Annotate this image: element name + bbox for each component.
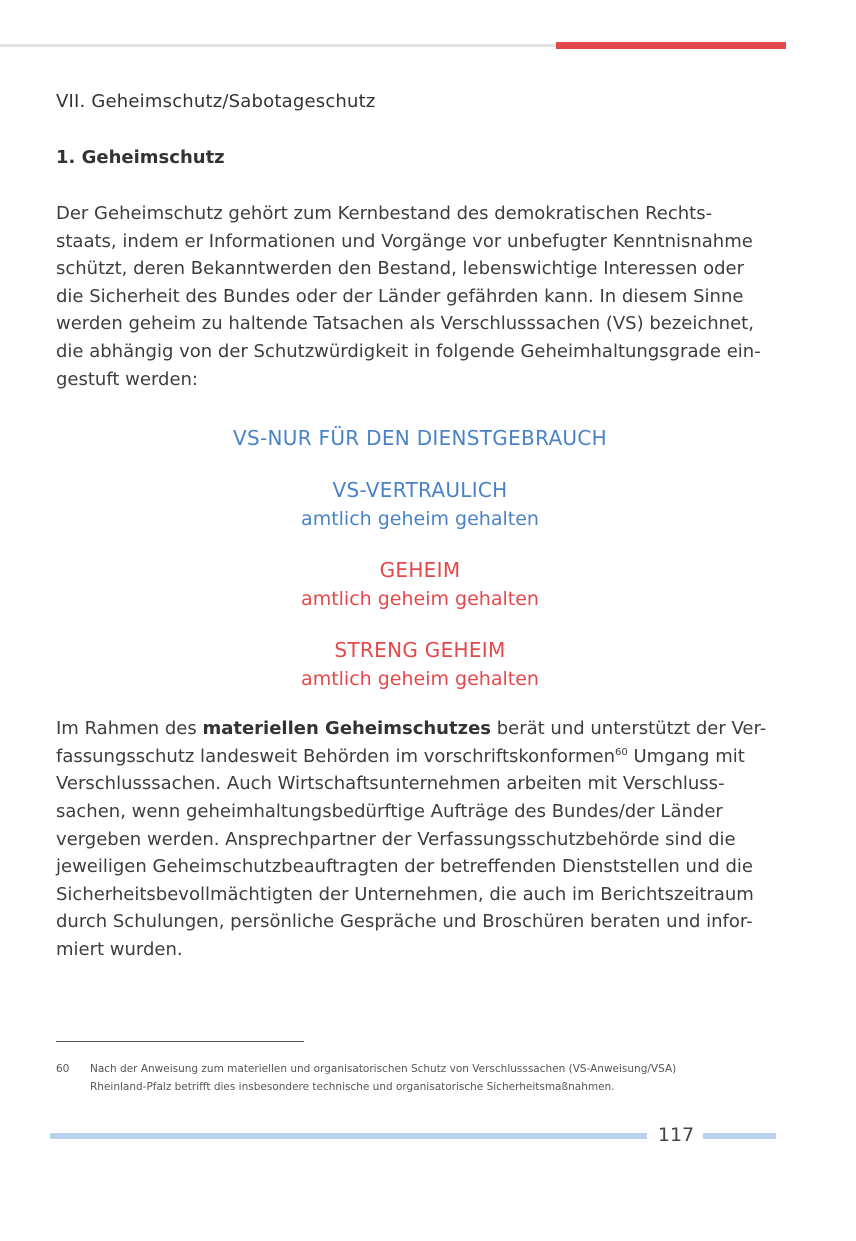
materiell-line: Sicherheitsbevollmächtigten der Unternehmen, die auch im Berichtszeitraum <box>56 883 754 905</box>
grade-title: VS-VERTRAULICH <box>332 478 508 503</box>
footnote-reference[interactable]: 60 <box>615 746 628 758</box>
grade-subtitle: amtlich geheim gehalten <box>301 508 539 531</box>
page-content <box>56 88 786 964</box>
materiell-line: miert wurden. <box>56 938 183 960</box>
footnote-line: Nach der Anweisung zum materiellen und organisatorischen Schutz von Verschlusssachen (VS-Anweisung/VSA) <box>90 1063 677 1075</box>
classification-grades <box>56 423 784 693</box>
intro-line: die abhängig von der Schutzwürdigkeit in folgende Geheimhaltungsgrade ein- <box>56 340 761 362</box>
intro-line: werden geheim zu haltende Tatsachen als Verschlusssachen (VS) bezeichnet, <box>56 313 754 335</box>
grade-title: GEHEIM <box>379 558 461 583</box>
grade-vs-nfd <box>56 423 784 453</box>
intro-line: gestuft werden: <box>56 368 198 390</box>
page-number: 117 <box>657 1124 695 1146</box>
bottom-rule-right <box>703 1133 776 1139</box>
materiell-paragraph <box>56 715 786 963</box>
grade-subtitle: amtlich geheim gehalten <box>301 668 539 691</box>
grade-subtitle: amtlich geheim gehalten <box>301 588 539 611</box>
footnote <box>56 1060 786 1096</box>
materiell-text: berät und unterstützt der Ver- <box>491 718 767 740</box>
footnote-number: 60 <box>56 1063 70 1075</box>
materiell-line <box>56 715 786 743</box>
top-rule-grey <box>0 44 556 47</box>
intro-line: staats, indem er Informationen und Vorgänge vor unbefugter Kenntnisnahme <box>56 230 753 252</box>
section-title: VII. Geheimschutz/Sabotageschutz <box>56 91 376 112</box>
materiell-text: Im Rahmen des <box>56 718 203 740</box>
grade-title: STRENG GEHEIM <box>334 638 506 663</box>
grade-streng-geheim <box>56 635 784 693</box>
materiell-line: sachen, wenn geheimhaltungsbedürftige Aufträge des Bundes/der Länder <box>56 800 723 822</box>
materiell-line: vergeben werden. Ansprechpartner der Verfassungsschutzbehörde sind die <box>56 828 736 850</box>
footnote-line: Rheinland-Pfalz betrifft dies insbesondere technische und organisatorische Sicherheitsmaßnahmen. <box>90 1081 615 1093</box>
grade-geheim <box>56 555 784 613</box>
intro-line: die Sicherheit des Bundes oder der Länder gefährden kann. In diesem Sinne <box>56 285 744 307</box>
materiell-text: fassungsschutz landesweit Behörden im vorschriftskonformen <box>56 745 616 767</box>
footnote-text <box>90 1060 786 1096</box>
materiell-text: Umgang mit <box>627 745 745 767</box>
intro-line: Der Geheimschutz gehört zum Kernbestand des demokratischen Rechts- <box>56 203 713 224</box>
grade-vs-vertraulich <box>56 475 784 533</box>
materiell-line: Verschlusssachen. Auch Wirtschaftsunternehmen arbeiten mit Verschluss- <box>56 773 725 795</box>
materiell-line: durch Schulungen, persönliche Gespräche und Broschüren beraten und infor- <box>56 911 753 933</box>
intro-line: schützt, deren Bekanntwerden den Bestand, lebenswichtige Interessen oder <box>56 258 745 280</box>
intro-paragraph <box>56 200 786 393</box>
top-rule-red <box>556 42 786 49</box>
materiell-line <box>56 743 786 771</box>
grade-title: VS-NUR FÜR DEN DIENSTGEBRAUCH <box>233 426 607 451</box>
materiell-line: jeweiligen Geheimschutzbeauftragten der betreffenden Dienststellen und die <box>56 856 754 878</box>
footnote-divider <box>56 1041 304 1042</box>
materiell-bold-term: materiellen Geheimschutzes <box>202 718 491 740</box>
subsection-title: 1. Geheimschutz <box>56 147 225 168</box>
bottom-rule-left <box>50 1133 647 1139</box>
